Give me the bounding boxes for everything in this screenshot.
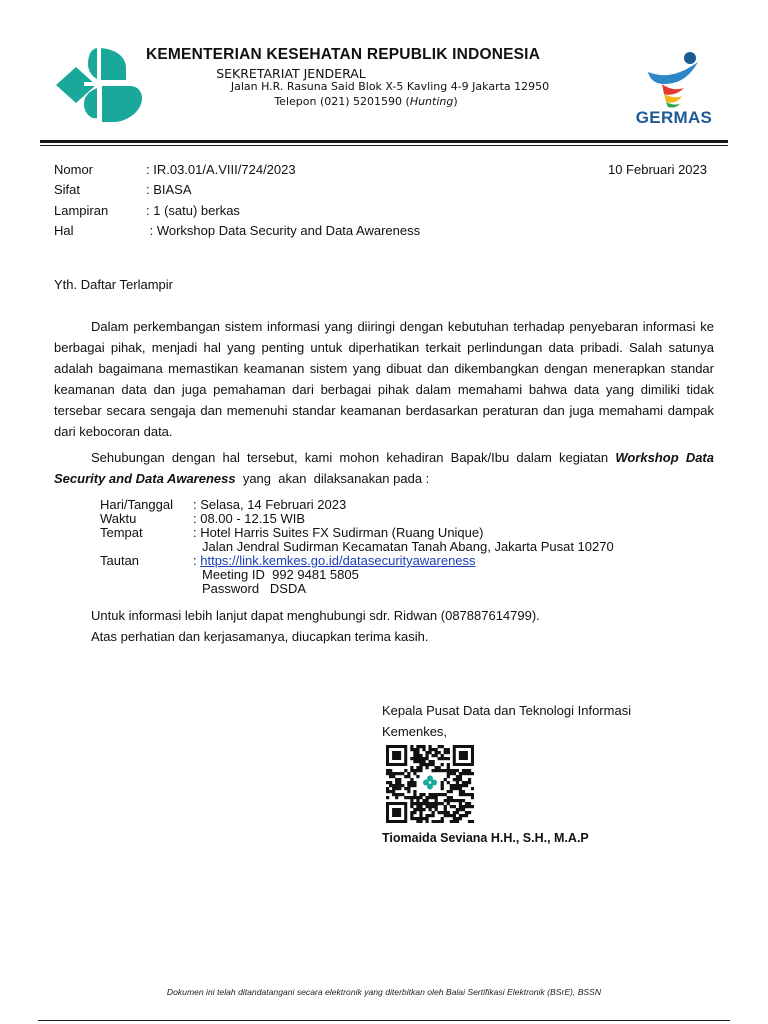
detail-tautan-row — [100, 554, 700, 568]
sifat-value: : BIASA — [146, 182, 192, 197]
body-paragraph-1: Dalam perkembangan sistem informasi yang diiringi dengan kebutuhan terhadap penyebaran informasi ke berbagai pihak, menjadi hal yang penting untuk diperhatikan terkait perlindungan data pribadi. Salah satunya adalah bagaimana memastikan keamanan sistem yang dibuat dan dikembangkan dengan menerapkan standar keamanan data dan juga pemahaman dari berbagai pihak dalam memahami bahwa data yang dimiliki tidak tersebar secara sengaja dan memenuhi standar keamanan berdasarkan peraturan dan juga memahami dampak dari kebocoran data. — [54, 319, 714, 439]
meta-lampiran-row — [54, 203, 714, 221]
tempat-label: Tempat — [100, 525, 143, 540]
meeting-password: Password DSDA — [202, 581, 307, 596]
closing-thanks: Atas perhatian dan kerjasamanya, diucapkan terima kasih. — [91, 629, 429, 644]
qr-code-icon — [386, 745, 474, 823]
meta-hal-row — [54, 223, 714, 241]
meta-nomor-row — [54, 162, 714, 180]
event-name: Workshop Data Security and Data Awareness — [54, 450, 714, 486]
signatory-position — [382, 700, 631, 742]
detail-meeting-id-row — [100, 568, 700, 582]
hal-value: : Workshop Data Security and Data Awareness — [146, 223, 421, 238]
lampiran-label: Lampiran — [54, 203, 109, 218]
position-line-1: Kepala Pusat Data dan Teknologi Informasi — [382, 703, 632, 718]
electronic-signature-note: Dokumen ini telah ditandatangani secara elektronik yang diterbitkan oleh Balai Sertifikasi Elektronik (BSrE), BSSN — [166, 987, 602, 997]
ministry-phone: Telepon (021) 5201590 (Hunting) — [274, 95, 458, 108]
sifat-label: Sifat — [54, 182, 81, 197]
lampiran-value: : 1 (satu) berkas — [146, 203, 240, 218]
signatory-name: Tiomaida Seviana H.H., S.H., M.A.P — [382, 831, 589, 845]
hari-label: Hari/Tanggal — [100, 497, 173, 512]
detail-waktu-row — [100, 512, 700, 526]
waktu-value: : 08.00 - 12.15 WIB — [193, 511, 306, 526]
recipient-greeting: Yth. Daftar Terlampir — [54, 277, 173, 292]
ministry-address: Jalan H.R. Rasuna Said Blok X-5 Kavling 4-9 Jakarta 12950 — [230, 80, 550, 93]
nomor-value: : IR.03.01/A.VIII/724/2023 — [146, 162, 296, 177]
contact-info: Untuk informasi lebih lanjut dapat menghubungi sdr. Ridwan (087887614799). — [91, 608, 540, 623]
waktu-label: Waktu — [100, 511, 137, 526]
detail-tempat-row — [100, 526, 700, 540]
tempat-address: Jalan Jendral Sudirman Kecamatan Tanah Abang, Jakarta Pusat 10270 — [202, 539, 614, 554]
body-paragraph-2: Sehubungan dengan hal tersebut, kami mohon kehadiran Bapak/Ibu dalam kegiatan Workshop Data Security and Data Awareness yang akan dilaksanakan pada : — [54, 450, 714, 486]
meeting-id: Meeting ID 992 9481 5805 — [202, 567, 359, 582]
meta-sifat-row — [54, 182, 714, 200]
hal-label: Hal — [54, 223, 74, 238]
tautan-value: : https://link.kemkes.go.id/datasecurityawareness — [193, 553, 476, 568]
meeting-link[interactable]: https://link.kemkes.go.id/datasecurityawareness — [200, 553, 476, 568]
hari-value: : Selasa, 14 Februari 2023 — [193, 497, 347, 512]
kemenkes-logo-icon — [54, 46, 144, 124]
ministry-title: KEMENTERIAN KESEHATAN REPUBLIK INDONESIA — [146, 46, 541, 63]
header-divider-thick — [40, 140, 728, 143]
germas-logo-text: GERMAS — [635, 108, 713, 127]
detail-password-row — [100, 582, 700, 596]
nomor-label: Nomor — [54, 162, 94, 177]
tautan-label: Tautan — [100, 553, 140, 568]
detail-tempat-address-row — [100, 540, 700, 554]
footer-divider — [38, 1020, 730, 1021]
position-line-2: Kemenkes, — [382, 724, 448, 739]
header-divider-thin — [40, 145, 728, 146]
detail-hari-row — [100, 498, 700, 512]
tempat-value: : Hotel Harris Suites FX Sudirman (Ruang Unique) — [193, 525, 484, 540]
letter-date: 10 Februari 2023 — [607, 162, 707, 177]
secretariat-subtitle: SEKRETARIAT JENDERAL — [216, 66, 366, 81]
